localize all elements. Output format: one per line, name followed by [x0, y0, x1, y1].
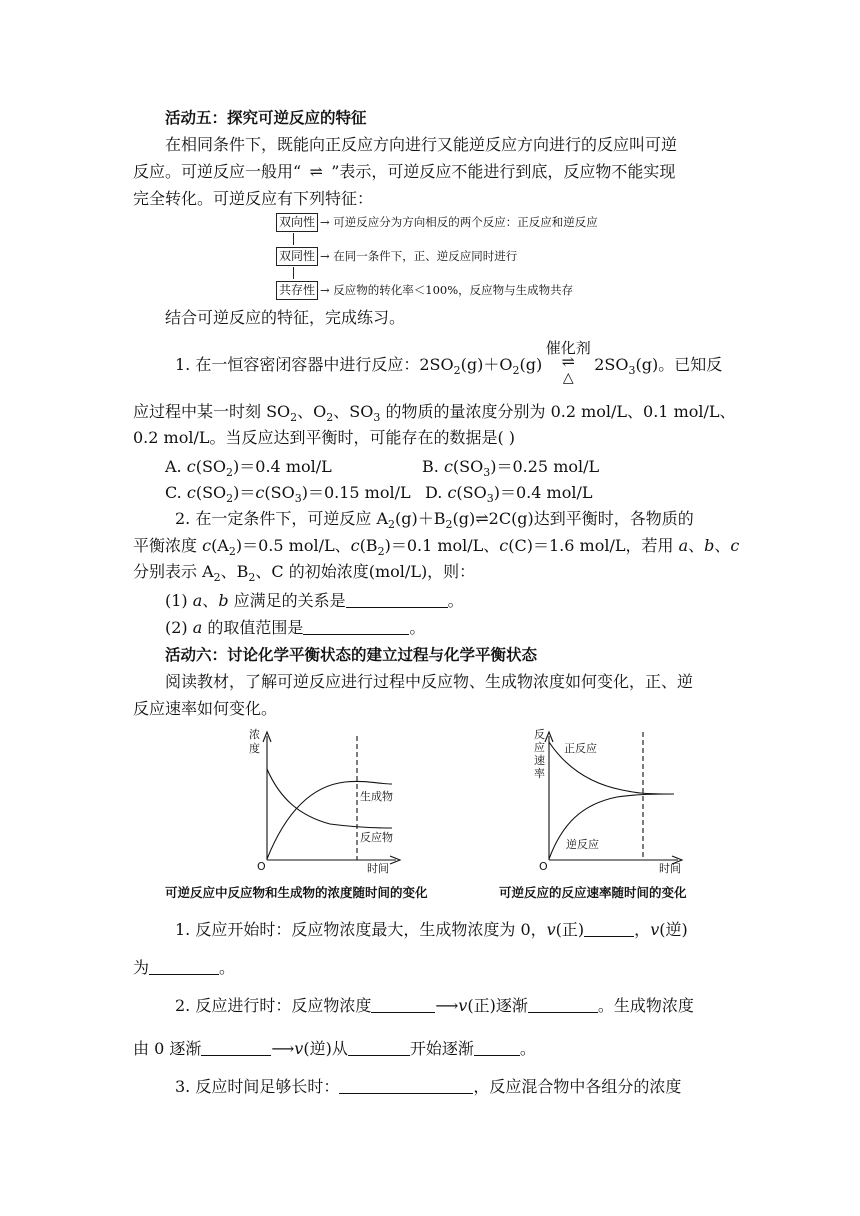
chart1-ylabel-1: 浓: [249, 728, 260, 741]
arrow-right-icon: →: [320, 283, 334, 297]
activity6-intro-2: 反应速率如何变化。: [133, 699, 278, 718]
q1-option-a[interactable]: A. $c(SO_2)=0.4$ mol/L: [165, 457, 332, 480]
q2-stem-line3: 分别表示 $A_2$、$B_2$、C 的初始浓度(mol/L)，则：: [133, 562, 476, 585]
feature-label-coexistence: 共存性: [276, 281, 318, 300]
feature-text-coexistence: → 反应物的转化率＜100%，反应物与生成物共存: [320, 283, 574, 297]
reversible-arrow-icon: ⇌: [475, 509, 489, 528]
activity5-heading: 活动五：探究可逆反应的特征: [165, 109, 367, 127]
q1-stem-line1: 1. 在一恒容密闭容器中进行反应：$2SO_2(g)+O_2(g)$ 催化剂 ⇌ △ $2SO_3(g)$。已知反: [175, 339, 723, 386]
answer-blank[interactable]: [346, 591, 448, 608]
chart2-ylabel-1: 反: [534, 728, 545, 741]
fill-q2-line2: 由 0 逐渐 ⟶v(逆)从 开始逐渐 。: [133, 1039, 536, 1058]
q1-option-b[interactable]: B. $c(SO_3)=0.25$ mol/L: [422, 457, 600, 480]
answer-blank[interactable]: [339, 1077, 473, 1094]
arrow-right-icon: ⟶: [271, 1039, 295, 1058]
activity6-heading: 活动六：讨论化学平衡状态的建立过程与化学平衡状态: [165, 646, 538, 664]
answer-blank[interactable]: [303, 618, 409, 635]
arrow-right-icon: →: [320, 215, 334, 229]
activity5-prompt: 结合可逆反应的特征，完成练习。: [165, 308, 406, 327]
feature-label-bidirectional: 双向性: [276, 213, 318, 232]
concentration-chart: [240, 724, 420, 874]
chart1-ylabel-2: 度: [249, 742, 260, 755]
activity5-intro-3: 完全转化。可逆反应有下列特征：: [133, 189, 374, 208]
chart2-xlabel: 时间: [659, 862, 681, 874]
chart2-ylabel-2: 应: [534, 741, 545, 754]
reversible-arrow-icon: ⇌: [309, 162, 323, 181]
q2-stem-line2: 平衡浓度 $c(A_2)=0.5$ mol/L、$c(B_2)=0.1$ mol/L、c(C)＝1.6 mol/L，若用 a、b、c: [133, 536, 740, 559]
chart2-series-label-forward: 正反应: [564, 742, 597, 755]
chart1-origin: O: [257, 860, 266, 873]
q2-stem-line1: 2. 在一定条件下，可逆反应 $A_2(g)+B_2(g)\rightleftharpoons 2C(g)$达到平衡时，各物质的: [175, 509, 694, 532]
q1-option-c[interactable]: C. $c(SO_2)=c(SO_3)=0.15$ mol/L: [165, 483, 411, 506]
reversible-arrow-icon: ⇌: [561, 352, 575, 371]
chart2-ylabel-3: 速: [534, 754, 545, 767]
q2-sub1: (1) a、b 应满足的关系是 。: [165, 591, 464, 610]
catalyst-equilibrium-arrow: 催化剂 ⇌ △: [542, 354, 594, 374]
chart1-series-label-product: 生成物: [360, 790, 393, 803]
answer-blank[interactable]: [474, 1039, 520, 1056]
chart2-origin: O: [539, 860, 548, 873]
fill-q1-line1: 1. 反应开始时：反应物浓度最大，生成物浓度为 0，v(正) ，v(逆): [175, 920, 688, 939]
fill-q2-line1: 2. 反应进行时：反应物浓度 ⟶v(正)逐渐 。生成物浓度: [175, 996, 694, 1015]
chart2-ylabel-4: 率: [534, 767, 545, 780]
arrow-right-icon: ⟶: [435, 996, 459, 1015]
q2-sub2: (2) a 的取值范围是 。: [165, 618, 426, 637]
rate-chart: [522, 724, 702, 874]
answer-blank[interactable]: [149, 958, 219, 975]
chart1-xlabel: 时间: [367, 862, 389, 874]
q1-stem-line3: 0.2 mol/L。当反应达到平衡时，可能存在的数据是( ): [133, 428, 516, 447]
activity6-intro-1: 阅读教材，了解可逆反应进行过程中反应物、生成物浓度如何变化，正、逆: [165, 672, 694, 691]
chart1-caption: 可逆反应中反应物和生成物的浓度随时间的变化: [165, 885, 428, 900]
fill-q3-line1: 3. 反应时间足够长时： ，反应混合物中各组分的浓度: [175, 1077, 682, 1096]
feature-text-simultaneous: → 在同一条件下，正、逆反应同时进行: [320, 249, 518, 263]
answer-blank[interactable]: [348, 1039, 410, 1056]
fill-q1-line2: 为 。: [133, 958, 236, 977]
arrow-right-icon: →: [320, 249, 334, 263]
answer-blank[interactable]: [371, 996, 435, 1013]
feature-label-simultaneous: 双同性: [276, 247, 318, 266]
chart2-series-label-reverse: 逆反应: [566, 838, 599, 851]
connector-line: [293, 267, 294, 279]
activity5-intro-1: 在相同条件下，既能向正反应方向进行又能逆反应方向进行的反应叫可逆: [165, 135, 678, 154]
chart2-caption: 可逆反应的反应速率随时间的变化: [499, 885, 687, 900]
q1-stem-line2: 应过程中某一时刻 $SO_2$、$O_2$、$SO_3$ 的物质的量浓度分别为 0.2 mol/L、0.1 mol/L、: [133, 402, 736, 425]
chart1-series-label-reactant: 反应物: [360, 831, 393, 844]
connector-line: [293, 233, 294, 245]
q1-option-d[interactable]: D. $c(SO_3)=0.4$ mol/L: [425, 483, 593, 506]
answer-blank[interactable]: [528, 996, 598, 1013]
feature-text-bidirectional: → 可逆反应分为方向相反的两个反应：正反应和逆反应: [320, 215, 598, 229]
answer-blank[interactable]: [201, 1039, 271, 1056]
answer-blank[interactable]: [584, 920, 634, 937]
activity5-intro-2: 反应。可逆反应一般用“ ⇌ ”表示，可逆反应不能进行到底，反应物不能实现: [133, 160, 675, 184]
